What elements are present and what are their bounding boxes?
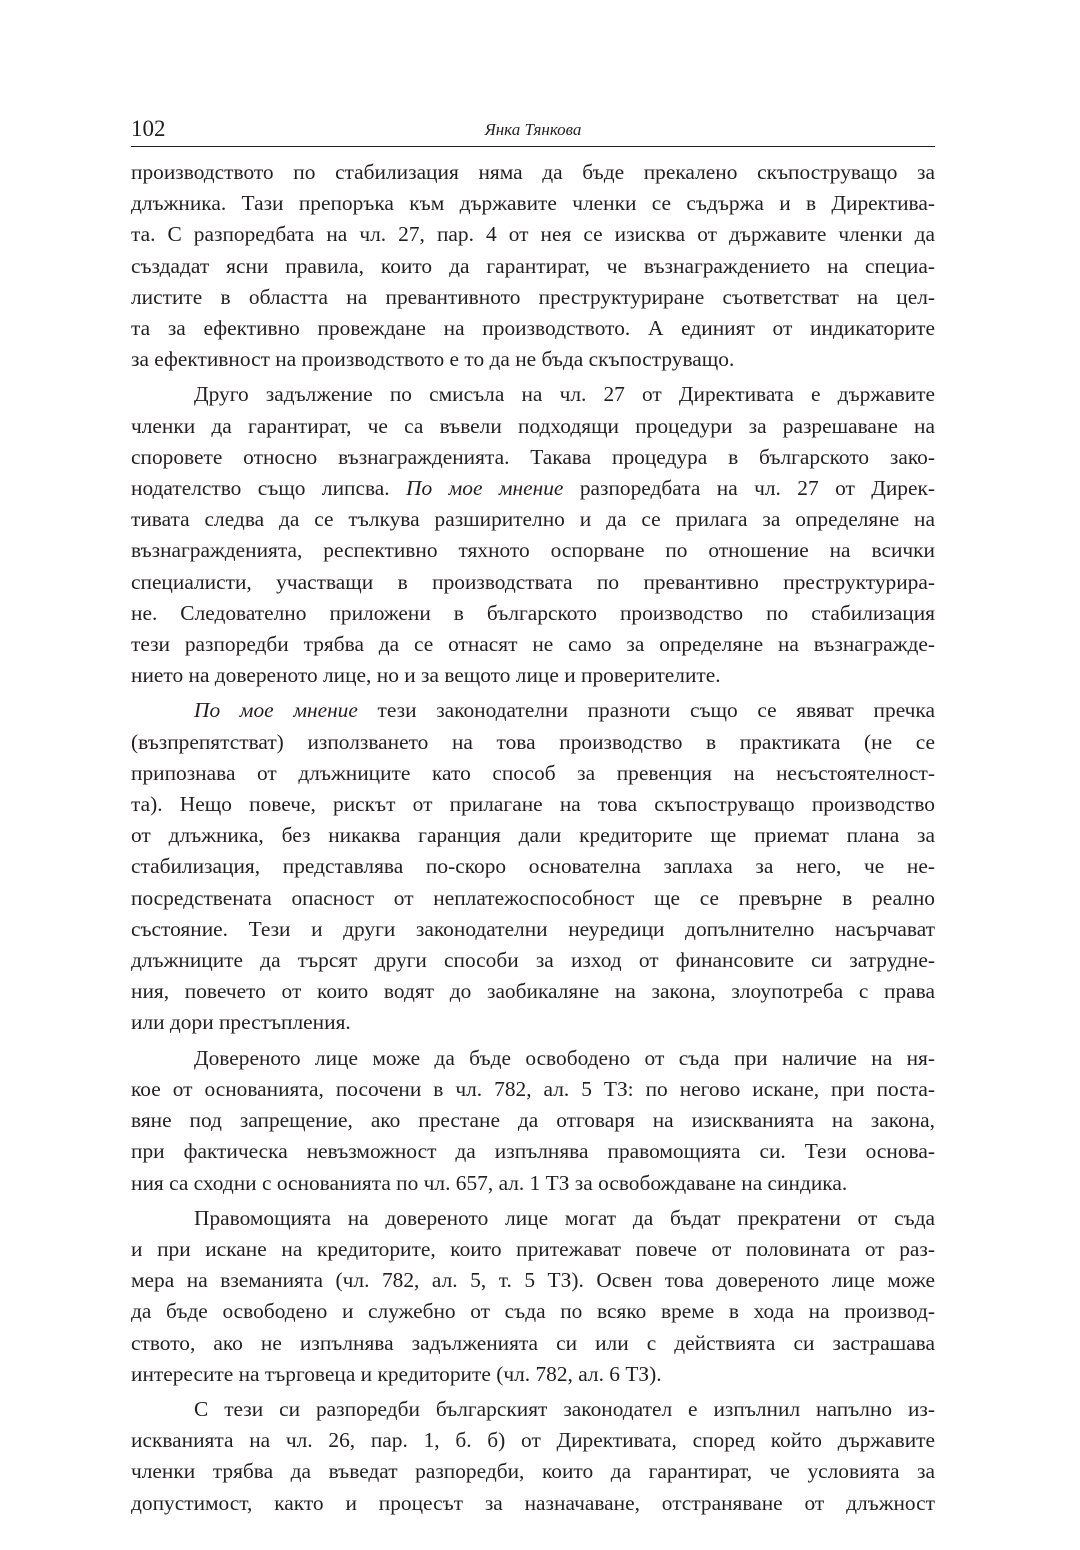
paragraph (131, 1043, 935, 1199)
text-line: и при искане на кредиторите, които притежават повече от половината от раз- (131, 1236, 935, 1261)
text-line: вяне под запрещение, ако престане да отговаря на изискванията на закона, (131, 1108, 935, 1133)
text-line: Друго задължение по смисъла на чл. 27 от Директивата е държавите (194, 382, 935, 407)
text-line: та за ефективно провеждане на производството. А единият от индикаторите (131, 316, 935, 341)
text-line: възнагражденията, респективно тяхното оспорване по отношение на всички (131, 538, 935, 563)
text-line: стабилизация, представлява по-скоро основателна заплаха за него, че не- (131, 854, 935, 879)
text-line: припознава от длъжниците като способ за превенция на несъстоятелност- (131, 760, 935, 785)
text-line: допустимост, както и процесът за назначаване, отстраняване от длъжност (131, 1490, 935, 1515)
text-line: не. Следователно приложени в българското производство по стабилизация (131, 600, 935, 625)
text-line: да бъде освободено и служебно от съда по всяко време в хода на производ- (131, 1299, 935, 1324)
text-line: Правомощията на довереното лице могат да бъдат прекратени от съда (194, 1205, 935, 1230)
text-line: състояние. Тези и други законодателни неуредици допълнително насърчават (131, 916, 935, 941)
text-line: за ефективност на производството е то да не бъда скъпоструващо. (131, 347, 735, 372)
running-head: Янка Тянкова (484, 120, 582, 139)
text-line: нието на довереното лице, но и за вещото лице и проверителите. (131, 663, 721, 688)
italic-phrase: По мое мнение (406, 476, 564, 501)
text-line: членки да гарантират, че са въвели подходящи процедури за разрешаване на (131, 413, 935, 438)
page-number: 102 (131, 116, 166, 141)
text-line: членки трябва да въведат разпоредби, които да гарантират, че условията за (131, 1459, 935, 1484)
text-line: та). Нещо повече, рискът от прилагане на това скъпоструващо производство (131, 792, 935, 817)
text-line: кое от основанията, посочени в чл. 782, ал. 5 ТЗ: по негово искане, при поста- (131, 1076, 935, 1101)
text-line: създадат ясни правила, които да гарантират, че възнаграждението на специа- (131, 253, 935, 278)
paragraph (131, 157, 935, 375)
text-line: длъжниците да търсят други способи за изход от финансовите си затрудне- (131, 948, 935, 973)
paragraph (131, 1203, 935, 1390)
paragraph (131, 1394, 935, 1519)
text-line: ния, повечето от които водят до заобикаляне на закона, злоупотреба с права (131, 979, 935, 1004)
paragraph (131, 695, 935, 1038)
text-line: или дори престъпления. (131, 1010, 351, 1035)
text-line: нодателство също липсва. По мое мнение разпоредбата на чл. 27 от Дирек- (131, 476, 935, 501)
page-header (131, 114, 935, 147)
text-line: листите в областта на превантивното преструктуриране съответстват на цел- (131, 284, 935, 309)
text-line: искванията на чл. 26, пар. 1, б. б) от Директивата, според който държавите (131, 1428, 935, 1453)
text-line: специалисти, участващи в производствата по превантивно преструктурира- (131, 569, 935, 594)
text-line: мера на вземанията (чл. 782, ал. 5, т. 5 ТЗ). Освен това довереното лице може (131, 1268, 935, 1293)
text-line: производството по стабилизация няма да бъде прекалено скъпоструващо за (131, 160, 935, 184)
text-line: тези разпоредби трябва да се отнасят не само за определяне на възнагражде- (131, 632, 935, 657)
text-line: при фактическа невъзможност да изпълнява правомощията си. Тези основа- (131, 1139, 935, 1164)
body-text (131, 157, 935, 1519)
text-line: ния са сходни с основанията по чл. 657, ал. 1 ТЗ за освобождаване на синдика. (131, 1170, 848, 1195)
text-line: тивата следва да се тълкува разширително и да се прилага за определяне на (131, 507, 935, 532)
text-line: Довереното лице може да бъде освободено от съда при наличие на ня- (194, 1045, 935, 1070)
text-line: (възпрепятстват) използването на това производство в практиката (не се (131, 729, 935, 754)
text-line: По мое мнение тези законодателни празноти също се явяват пречка (194, 698, 935, 723)
paragraph (131, 379, 935, 691)
italic-phrase: По мое мнение (194, 698, 358, 723)
text-line: та. С разпоредбата на чл. 27, пар. 4 от нея се изисква от държавите членки да (131, 222, 935, 247)
text-line: от длъжника, без никаква гаранция дали кредиторите ще приемат плана за (131, 823, 935, 848)
text-line: С тези си разпоредби българският законодател е изпълнил напълно из- (194, 1396, 935, 1421)
text-line: длъжника. Тази препоръка към държавите членки се съдържа и в Директива- (131, 191, 935, 216)
text-line: интересите на търговеца и кредиторите (чл. 782, ал. 6 ТЗ). (131, 1361, 662, 1386)
text-line: ството, ако не изпълнява задълженията си или с действията си застрашава (131, 1330, 935, 1355)
text-line: споровете относно възнагражденията. Такава процедура в българското зако- (131, 444, 935, 469)
text-line: посредствената опасност от неплатежоспособност ще се превърне в реално (131, 885, 935, 910)
